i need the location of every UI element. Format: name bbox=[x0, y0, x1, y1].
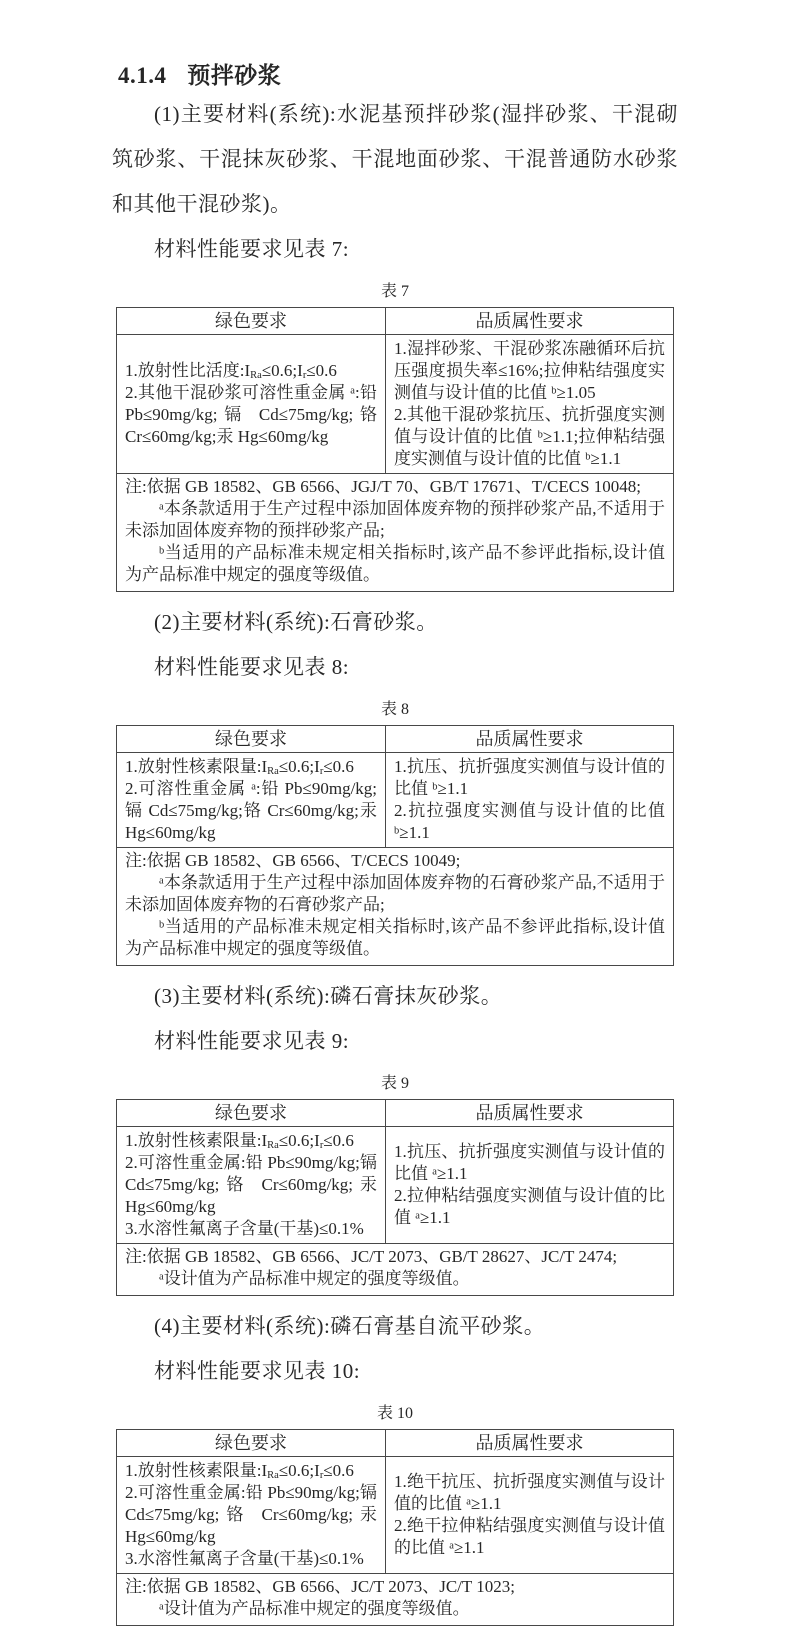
section-intro: (3)主要材料(系统):磷石膏抹灰砂浆。 bbox=[154, 984, 503, 1008]
table-caption: 表 9 bbox=[380, 1075, 409, 1092]
table-body-row bbox=[117, 1127, 674, 1244]
green-item: 2.其他干混砂浆可溶性重金属 $^a$:铅 Pb≤90mg/kg;镉 Cd≤75mg/kg;铬 Cr≤60mg/kg;汞 Hg≤60mg/kg bbox=[125, 383, 378, 446]
green-requirements-header: 绿色要求 bbox=[117, 1430, 386, 1457]
note-line: 注:依据 GB 18582、GB 6566、JC/T 2073、GB/T 28627、JC/T 2474; bbox=[125, 1247, 618, 1266]
quality-attribute-header: 品质属性要求 bbox=[386, 1100, 674, 1127]
table-body-row bbox=[117, 1457, 674, 1574]
section-gypsum-mortar bbox=[112, 600, 678, 966]
table-note-row bbox=[117, 1574, 674, 1626]
quality-item: 1.绝干抗压、抗折强度实测值与设计值的比值 $^a$≥1.1 bbox=[394, 1472, 665, 1513]
table-notes bbox=[117, 474, 674, 592]
green-item: 3.水溶性氟离子含量(干基)≤0.1% bbox=[125, 1549, 364, 1568]
quality-item: 2.抗拉强度实测值与设计值的比值 $^b$≥1.1 bbox=[394, 801, 665, 842]
note-line: $^a$设计值为产品标准中规定的强度等级值。 bbox=[159, 1599, 470, 1618]
table-caption: 表 10 bbox=[376, 1405, 413, 1422]
table-notes bbox=[117, 1574, 674, 1626]
quality-item: 2.其他干混砂浆抗压、抗折强度实测值与设计值的比值 $^b$≥1.1;拉伸粘结强度实测值与设计值的比值 $^b$≥1.1 bbox=[394, 405, 666, 468]
table-note-row bbox=[117, 1244, 674, 1296]
green-item: 1.放射性核素限量$:I_{Ra}\le 0.6;I_r\le 0.6$ bbox=[125, 757, 354, 777]
heading-title: 预拌砂浆 bbox=[187, 63, 282, 88]
table-notes bbox=[117, 848, 674, 966]
requirements-table-9 bbox=[116, 1099, 674, 1296]
green-requirements-header: 绿色要求 bbox=[117, 1100, 386, 1127]
green-requirements-cell bbox=[117, 1457, 386, 1574]
quality-attribute-header: 品质属性要求 bbox=[386, 726, 674, 753]
see-table-line: 材料性能要求见表 7: bbox=[154, 237, 350, 261]
green-requirements-cell bbox=[117, 335, 386, 474]
green-requirements-header: 绿色要求 bbox=[117, 308, 386, 335]
green-requirements-cell bbox=[117, 753, 386, 848]
table-header-row bbox=[117, 1100, 674, 1127]
table-header-row bbox=[117, 308, 674, 335]
table-header-row bbox=[117, 1430, 674, 1457]
note-line: $^b$当适用的产品标准未规定相关指标时,该产品不参评此指标,设计值为产品标准中规定的强度等级值。 bbox=[125, 917, 665, 958]
quality-attribute-cell bbox=[386, 335, 674, 474]
green-requirements-header: 绿色要求 bbox=[117, 726, 386, 753]
table-caption: 表 8 bbox=[380, 701, 409, 718]
table-body-row bbox=[117, 335, 674, 474]
see-table-line: 材料性能要求见表 10: bbox=[154, 1359, 361, 1383]
quality-item: 2.拉伸粘结强度实测值与设计值的比值 $^a$≥1.1 bbox=[394, 1186, 665, 1227]
table-note-row bbox=[117, 848, 674, 966]
section-phosphogypsum-self-leveling-mortar bbox=[112, 1304, 678, 1626]
table-caption: 表 7 bbox=[380, 283, 409, 300]
table-header-row bbox=[117, 726, 674, 753]
section-heading bbox=[118, 60, 678, 92]
table-notes bbox=[117, 1244, 674, 1296]
note-line: $^b$当适用的产品标准未规定相关指标时,该产品不参评此指标,设计值为产品标准中规定的强度等级值。 bbox=[125, 543, 665, 584]
quality-attribute-cell bbox=[386, 753, 674, 848]
section-intro: (2)主要材料(系统):石膏砂浆。 bbox=[154, 610, 438, 634]
green-item: 1.放射性核素限量$:I_{Ra}\le 0.6;I_r\le 0.6$ bbox=[125, 1461, 354, 1481]
note-line: 注:依据 GB 18582、GB 6566、T/CECS 10049; bbox=[125, 851, 461, 870]
green-requirements-cell bbox=[117, 1127, 386, 1244]
green-item: 2.可溶性重金属:铅 Pb≤90mg/kg;镉 Cd≤75mg/kg;铬 Cr≤60mg/kg;汞 Hg≤60mg/kg bbox=[125, 1153, 378, 1216]
table-note-row bbox=[117, 474, 674, 592]
note-line: $^a$本条款适用于生产过程中添加固体废弃物的预拌砂浆产品,不适用于未添加固体废弃物的预拌砂浆产品; bbox=[125, 499, 665, 540]
green-item: 2.可溶性重金属 $^a$:铅 Pb≤90mg/kg;镉 Cd≤75mg/kg;铬 Cr≤60mg/kg;汞 Hg≤60mg/kg bbox=[125, 779, 378, 842]
note-line: $^a$本条款适用于生产过程中添加固体废弃物的石膏砂浆产品,不适用于未添加固体废弃物的石膏砂浆产品; bbox=[125, 873, 665, 914]
quality-attribute-cell bbox=[386, 1457, 674, 1574]
section-intro: (1)主要材料(系统):水泥基预拌砂浆(湿拌砂浆、干混砌筑砂浆、干混抹灰砂浆、干混地面砂浆、干混普通防水砂浆和其他干混砂浆)。 bbox=[112, 102, 678, 216]
requirements-table-7 bbox=[116, 307, 674, 592]
green-item: 2.可溶性重金属:铅 Pb≤90mg/kg;镉 Cd≤75mg/kg;铬 Cr≤60mg/kg;汞 Hg≤60mg/kg bbox=[125, 1483, 378, 1546]
green-item: 1.放射性核素限量$:I_{Ra}\le 0.6;I_r\le 0.6$ bbox=[125, 1131, 354, 1151]
section-intro: (4)主要材料(系统):磷石膏基自流平砂浆。 bbox=[154, 1314, 546, 1338]
section-premixed-cement-mortar bbox=[112, 92, 678, 592]
table-body-row bbox=[117, 753, 674, 848]
note-line: 注:依据 GB 18582、GB 6566、JC/T 2073、JC/T 1023; bbox=[125, 1577, 515, 1596]
section-phosphogypsum-plaster-mortar bbox=[112, 974, 678, 1296]
quality-attribute-header: 品质属性要求 bbox=[386, 1430, 674, 1457]
green-item: 1.放射性比活度$:I_{Ra}\le 0.6;I_r\le 0.6$ bbox=[125, 361, 337, 381]
quality-attribute-cell bbox=[386, 1127, 674, 1244]
quality-item: 2.绝干拉伸粘结强度实测值与设计值的比值 $^a$≥1.1 bbox=[394, 1516, 665, 1557]
note-line: 注:依据 GB 18582、GB 6566、JGJ/T 70、GB/T 17671、T/CECS 10048; bbox=[125, 477, 642, 496]
quality-item: 1.抗压、抗折强度实测值与设计值的比值 $^b$≥1.1 bbox=[394, 757, 665, 798]
quality-item: 1.抗压、抗折强度实测值与设计值的比值 $^a$≥1.1 bbox=[394, 1142, 665, 1183]
requirements-table-10 bbox=[116, 1429, 674, 1626]
quality-item: 1.湿拌砂浆、干混砂浆冻融循环后抗压强度损失率≤16%;拉伸粘结强度实测值与设计值的比值 $^b$≥1.05 bbox=[394, 339, 665, 402]
see-table-line: 材料性能要求见表 9: bbox=[154, 1029, 350, 1053]
heading-number: 4.1.4 bbox=[118, 63, 167, 88]
requirements-table-8 bbox=[116, 725, 674, 966]
quality-attribute-header: 品质属性要求 bbox=[386, 308, 674, 335]
note-line: $^a$设计值为产品标准中规定的强度等级值。 bbox=[159, 1269, 470, 1288]
see-table-line: 材料性能要求见表 8: bbox=[154, 655, 350, 679]
green-item: 3.水溶性氟离子含量(干基)≤0.1% bbox=[125, 1219, 364, 1238]
